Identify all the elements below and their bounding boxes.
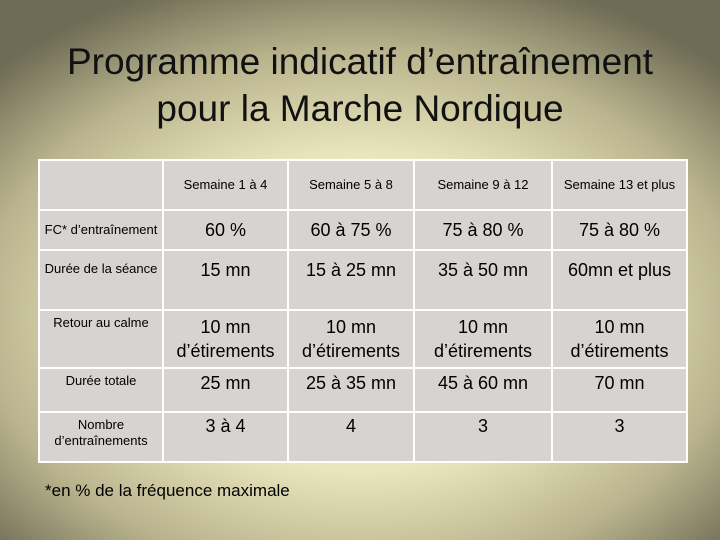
- header-week-13-plus: Semaine 13 et plus: [552, 160, 687, 210]
- table-cell: 10 mn d’étirements: [552, 310, 687, 368]
- row-label-retour-calme: Retour au calme: [39, 310, 163, 368]
- table-row: [39, 250, 687, 310]
- table-cell: 45 à 60 mn: [414, 368, 552, 412]
- row-label-duree-seance: Durée de la séance: [39, 250, 163, 310]
- table-row: [39, 210, 687, 250]
- footnote: *en % de la fréquence maximale: [45, 481, 290, 500]
- table-cell: 3 à 4: [163, 412, 288, 462]
- row-label-fc: FC* d’entraînement: [39, 210, 163, 250]
- header-week-9-12: Semaine 9 à 12: [414, 160, 552, 210]
- header-week-5-8: Semaine 5 à 8: [288, 160, 414, 210]
- table-row: [39, 368, 687, 412]
- table-cell: 70 mn: [552, 368, 687, 412]
- row-label-nombre-entrainements: Nombre d’entraînements: [39, 412, 163, 462]
- table-cell: 35 à 50 mn: [414, 250, 552, 310]
- header-cell-empty: [39, 160, 163, 210]
- header-week-1-4: Semaine 1 à 4: [163, 160, 288, 210]
- table-cell: 25 à 35 mn: [288, 368, 414, 412]
- table-cell: 10 mn d’étirements: [163, 310, 288, 368]
- table-cell: 15 mn: [163, 250, 288, 310]
- table-cell: 60mn et plus: [552, 250, 687, 310]
- table-cell: 3: [552, 412, 687, 462]
- table-cell: 10 mn d’étirements: [288, 310, 414, 368]
- table-cell: 10 mn d’étirements: [414, 310, 552, 368]
- table-cell: 75 à 80 %: [552, 210, 687, 250]
- slide-title: [0, 38, 720, 132]
- row-label-duree-totale: Durée totale: [39, 368, 163, 412]
- table-cell: 60 %: [163, 210, 288, 250]
- table-row: [39, 412, 687, 462]
- table-cell: 3: [414, 412, 552, 462]
- table-cell: 60 à 75 %: [288, 210, 414, 250]
- title-line-1: Programme indicatif d’entraînement: [66, 41, 654, 82]
- table-row: [39, 310, 687, 368]
- training-program-table: [38, 159, 688, 463]
- table-cell: 15 à 25 mn: [288, 250, 414, 310]
- header-row: [39, 160, 687, 210]
- table-cell: 25 mn: [163, 368, 288, 412]
- table-cell: 75 à 80 %: [414, 210, 552, 250]
- table-cell: 4: [288, 412, 414, 462]
- title-line-2: pour la Marche Nordique: [156, 88, 564, 129]
